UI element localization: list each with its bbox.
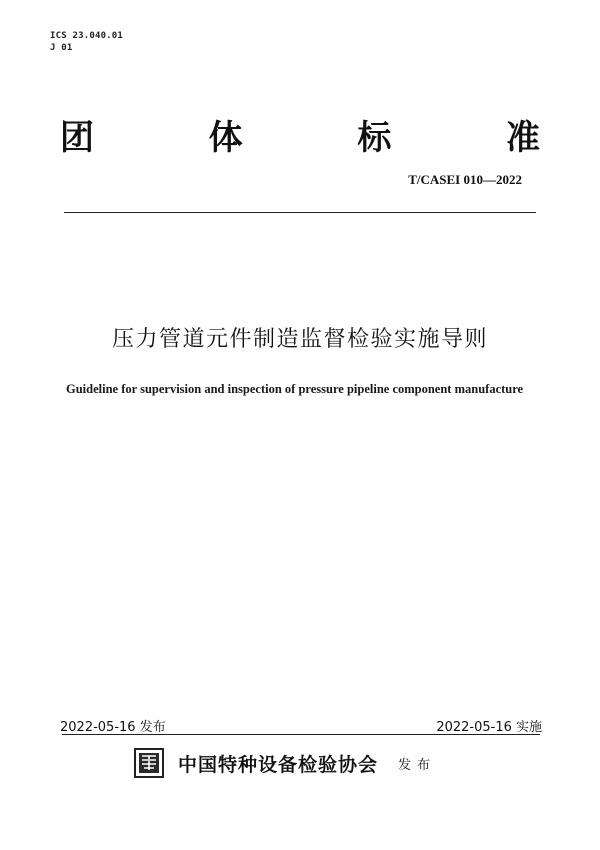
publisher-action: 发布 bbox=[398, 757, 437, 773]
standard-code: T/CASEI 010—2022 bbox=[408, 172, 522, 187]
standard-type-char: 准 bbox=[505, 118, 540, 158]
top-divider bbox=[64, 212, 536, 213]
english-title: Guideline for supervision and inspection of pressure pipeline component manufacture bbox=[66, 382, 524, 396]
chinese-title: 压力管道元件制造监督检验实施导则 bbox=[111, 327, 488, 352]
publisher-block bbox=[134, 748, 436, 778]
publisher-name: 中国特种设备检验协会 bbox=[178, 753, 379, 776]
publisher-seal-icon bbox=[134, 748, 164, 778]
standard-type-char: 标 bbox=[357, 118, 392, 158]
implementation-date: 2022-05-16 实施 bbox=[436, 720, 542, 735]
ics-number: ICS 23.040.01 bbox=[50, 31, 124, 41]
standard-type-char: 体 bbox=[208, 118, 243, 158]
issue-date: 2022-05-16 发布 bbox=[60, 720, 166, 735]
bottom-divider bbox=[62, 734, 540, 735]
standard-type-char: 团 bbox=[60, 118, 94, 158]
ccs-number: J 01 bbox=[50, 43, 73, 53]
standard-type-heading bbox=[60, 110, 540, 159]
